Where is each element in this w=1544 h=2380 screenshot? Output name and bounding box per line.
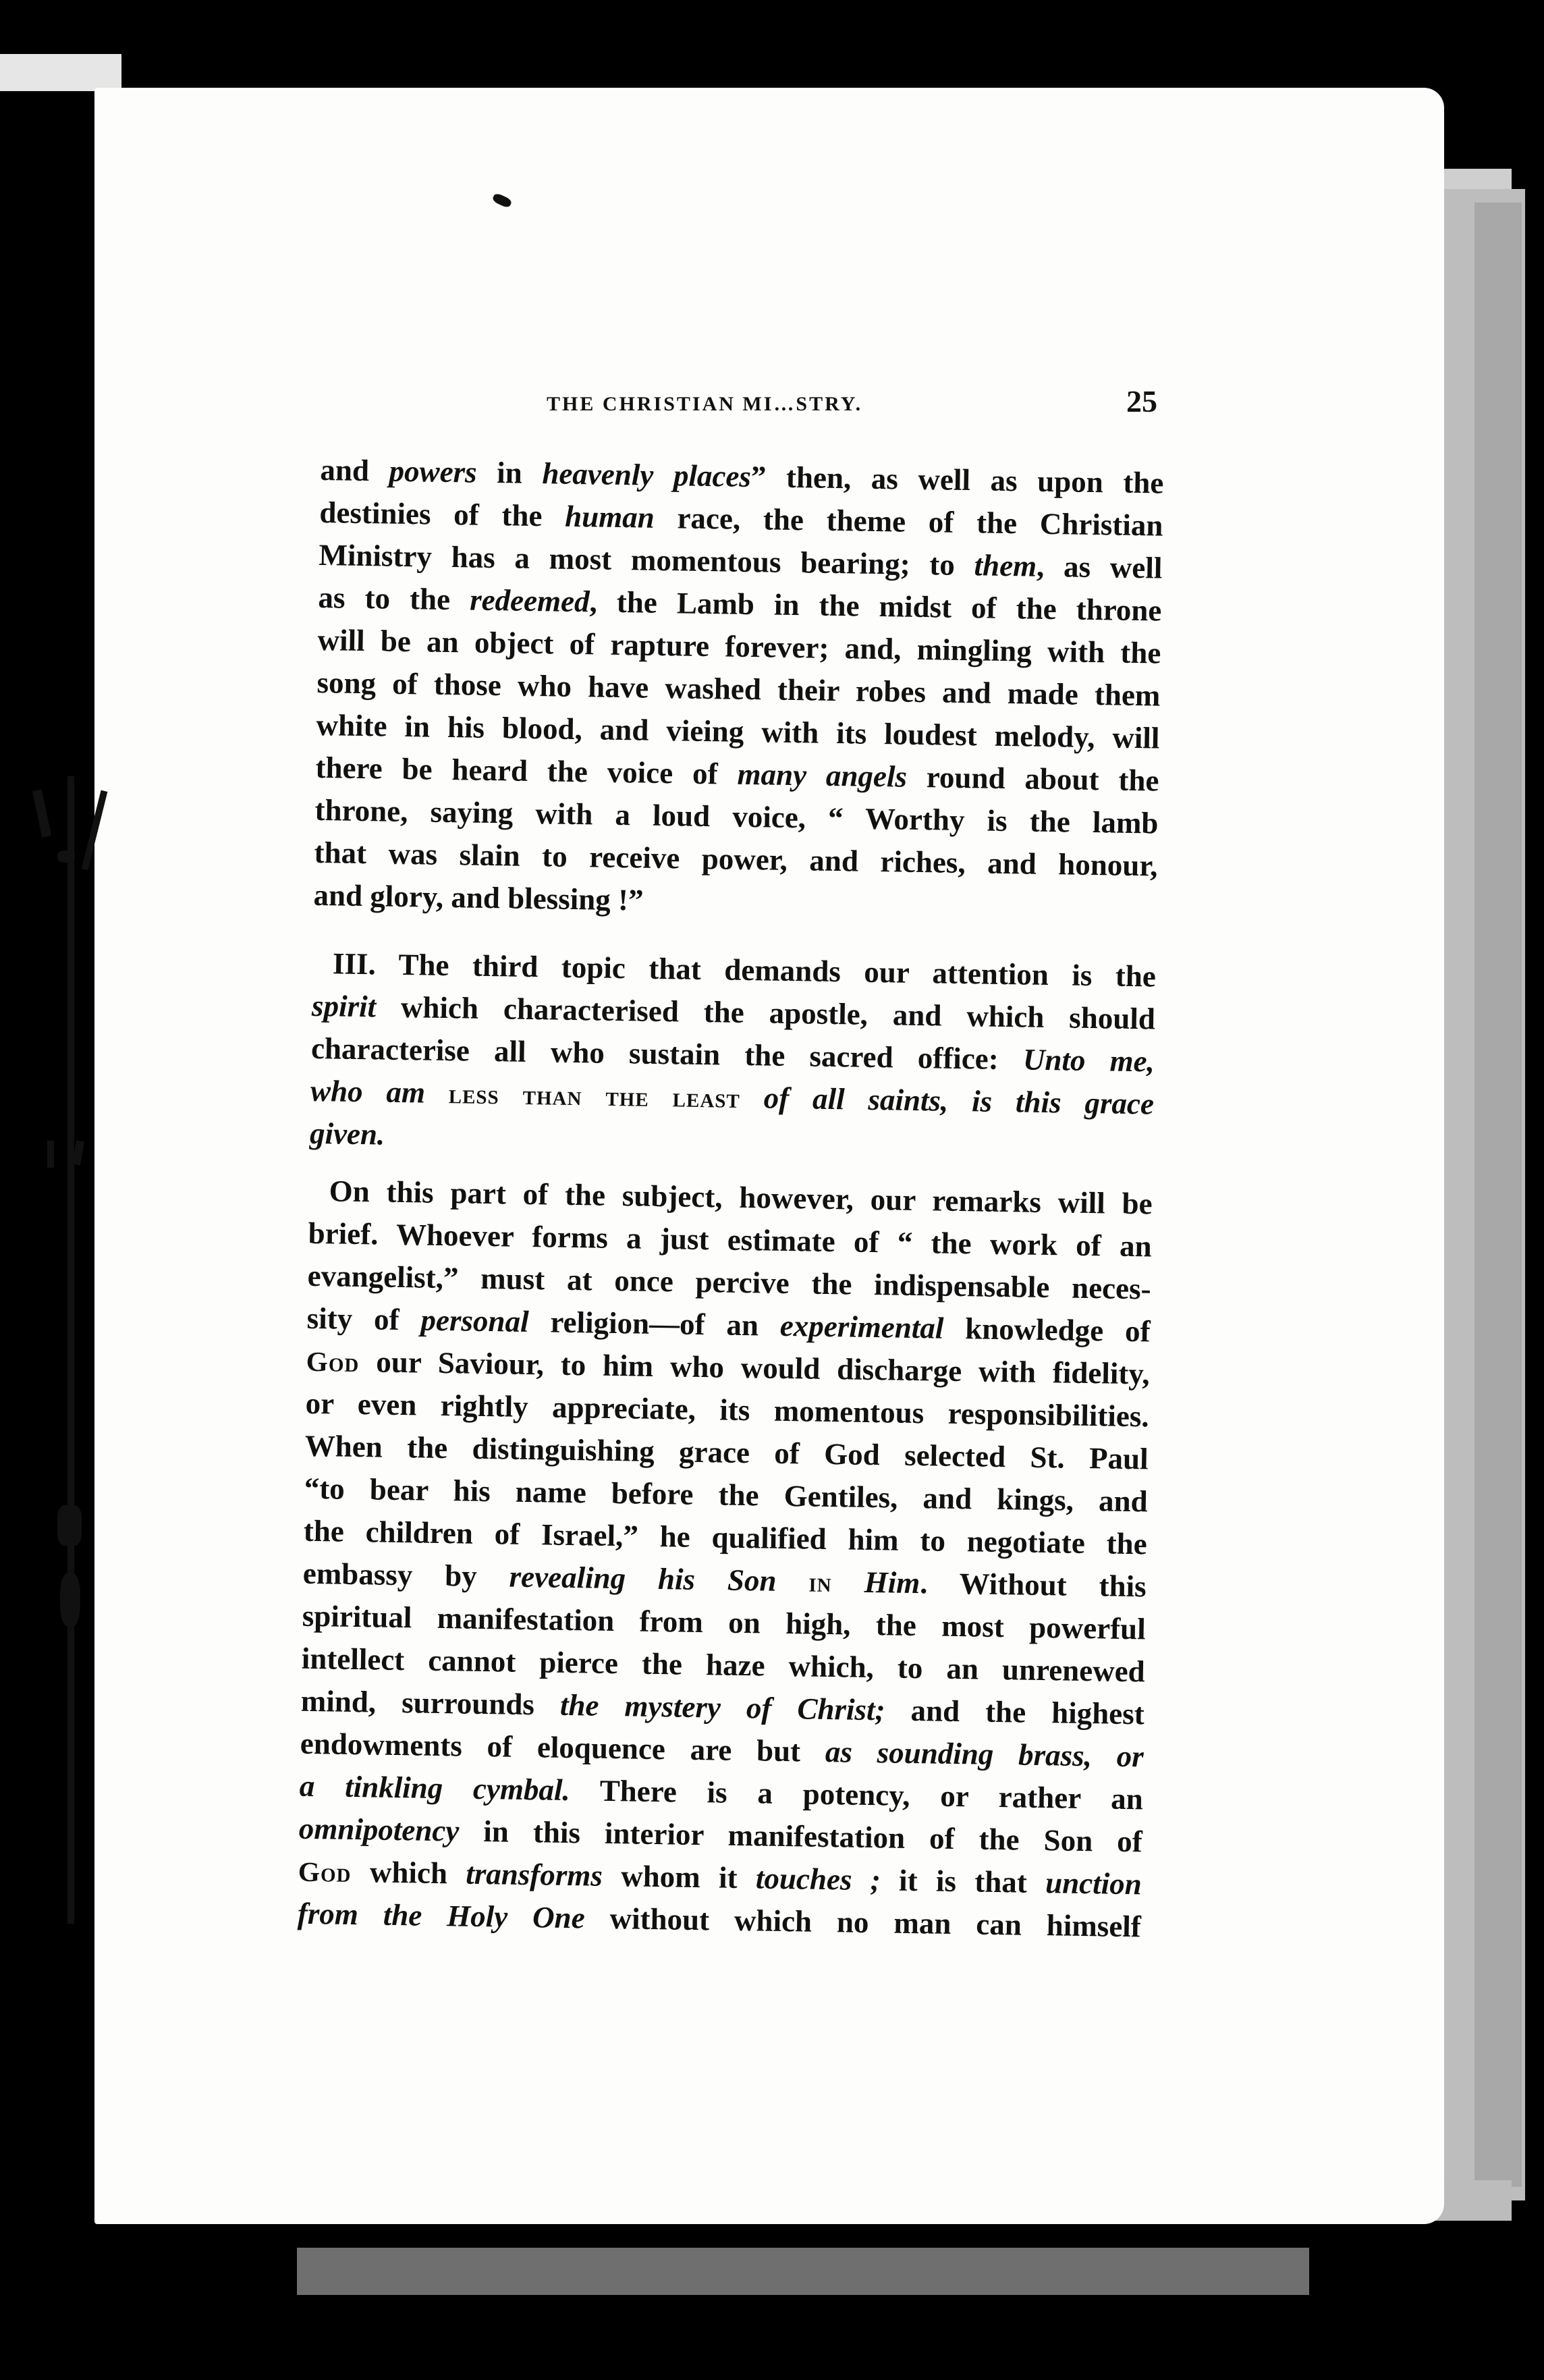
text-line: who am less than the least of all saints, is this grace — [310, 1073, 1155, 1121]
text-line: destinies of the human race, the theme of the Christian — [319, 495, 1163, 543]
scan-bottom-band — [297, 2248, 1309, 2295]
text-line: there be heard the voice of many angels round about the — [315, 750, 1159, 798]
text-line: the children of Israel,” he qualified him to negotiate the — [303, 1513, 1148, 1561]
page-header — [334, 378, 1157, 439]
text-line: endowments of eloquence are but as sounding brass, or — [300, 1726, 1145, 1774]
text-line: throne, saying with a loud voice, “ Worthy is the lamb — [314, 792, 1159, 840]
text-line: white in his blood, and vieing with its loudest melody, will — [316, 707, 1160, 755]
text-line: spirit which characterised the apostle, and which should — [311, 988, 1156, 1036]
text-line: from the Holy One without which no man can himself — [297, 1896, 1142, 1944]
binding-stitches — [37, 776, 118, 1620]
text-line: song of those who have washed their robes and made them — [316, 665, 1161, 713]
paragraph — [313, 449, 1164, 930]
text-line: will be an object of rapture forever; and, mingling with the — [317, 622, 1161, 670]
text-line: On this part of the subject, however, our remarks will be — [329, 1174, 1153, 1221]
text-line: as to the redeemed, the Lamb in the midst of the throne — [318, 580, 1162, 628]
text-line: and glory, and blessing !” — [313, 877, 644, 917]
text-line: omnipotency in this interior manifestation of the Son of — [298, 1811, 1143, 1859]
text-line: spiritual manifestation from on high, the most powerful — [302, 1598, 1147, 1646]
text-line: intellect cannot pierce the haze which, to an unrenewed — [301, 1641, 1146, 1689]
text-line: embassy by revealing his Son in Him. Without this — [302, 1556, 1147, 1604]
body-text — [297, 449, 1163, 1948]
text-line: God our Saviour, to him who would discharge with fidelity, — [306, 1345, 1151, 1391]
text-line: evangelist,” must at once percive the indispensable neces- — [307, 1258, 1151, 1306]
text-line: brief. Whoever forms a just estimate of “ the work of an — [308, 1216, 1152, 1264]
text-line: given. — [309, 1116, 385, 1152]
text-line: God which transforms whom it touches ; it is that unction — [298, 1854, 1142, 1901]
text-line: Ministry has a most momentous bearing; to them, as well — [319, 537, 1163, 585]
text-line: mind, surrounds the mystery of Christ; and the highest — [300, 1683, 1145, 1731]
text-line: “to bear his name before the Gentiles, and kings, and — [304, 1471, 1149, 1519]
left-page-fragment — [0, 54, 121, 91]
text-line: or even rightly appreciate, its momentous responsibilities. — [305, 1386, 1150, 1434]
text-line: characterise all who sustain the sacred office: Unto me, — [310, 1031, 1155, 1079]
text-line: and powers in heavenly places” then, as well as upon the — [320, 452, 1164, 500]
running-head: THE CHRISTIAN MI…STRY. — [547, 393, 863, 415]
text-line: that was slain to receive power, and riches, and honour, — [314, 835, 1158, 883]
text-line: sity of personal religion—of an experimental knowledge of — [306, 1301, 1151, 1349]
text-line: III. The third topic that demands our attention is the — [332, 946, 1157, 994]
page-number: 25 — [1126, 384, 1157, 418]
text-line: a tinkling cymbal. There is a potency, or rather an — [299, 1768, 1144, 1816]
paragraph — [297, 1170, 1153, 1948]
paragraph — [310, 942, 1157, 1168]
page-edge — [1474, 202, 1522, 2187]
text-line: When the distinguishing grace of God selected St. Paul — [304, 1428, 1149, 1476]
